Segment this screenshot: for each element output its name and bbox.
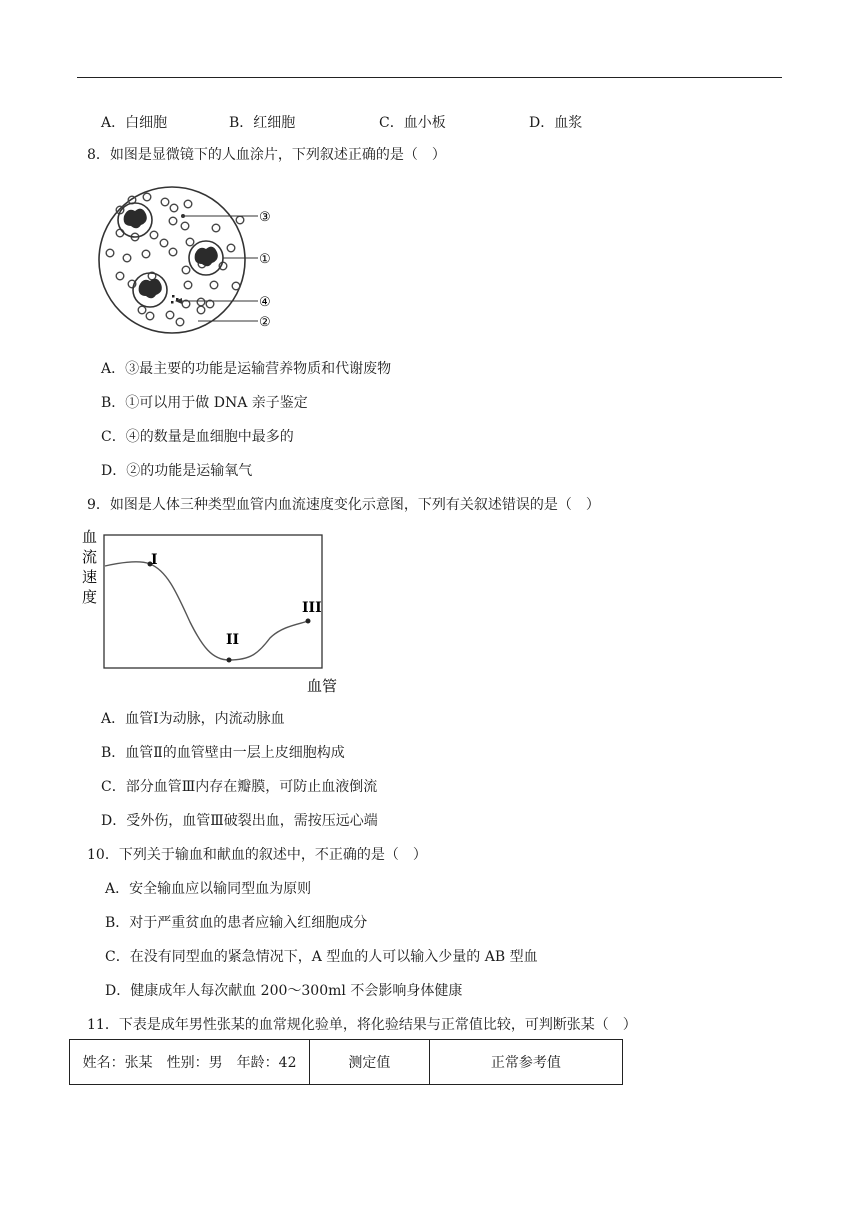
q10-stem: 10．下列关于输血和献血的叙述中，不正确的是（ ） (87, 847, 427, 863)
point-label-III: III (302, 600, 322, 616)
q10-option-b[interactable]: B．对于严重贫血的患者应输入红细胞成分 (105, 915, 368, 931)
ylabel-char-4: 度 (82, 588, 98, 606)
smear-label-1: ① (259, 252, 271, 267)
point-label-II: II (226, 632, 240, 648)
ylabel-char-2: 流 (82, 548, 98, 566)
q9-option-a[interactable]: A．血管Ⅰ为动脉，内流动脉血 (101, 711, 285, 727)
xlabel: 血管 (307, 677, 338, 695)
table-header-measured: 测定值 (310, 1040, 430, 1085)
smear-label-4: ④ (259, 295, 271, 310)
table-row (70, 1040, 623, 1085)
q9-stem: 9．如图是人体三种类型血管内血流速度变化示意图，下列有关叙述错误的是（ ） (87, 497, 600, 513)
q9-option-c[interactable]: C．部分血管Ⅲ内存在瓣膜，可防止血液倒流 (101, 779, 378, 795)
q8-option-b[interactable]: B．①可以用于做 DNA 亲子鉴定 (101, 395, 308, 411)
blood-flow-velocity-figure (78, 526, 358, 698)
table-header-patient: 姓名：张某 性别：男 年龄：42 (70, 1040, 310, 1085)
smear-label-3: ③ (259, 210, 271, 225)
q7-option-b[interactable]: B．红细胞 (229, 115, 296, 131)
blood-test-table (69, 1039, 623, 1085)
point-label-I: I (151, 552, 158, 568)
q10-option-a[interactable]: A．安全输血应以输同型血为原则 (105, 881, 312, 897)
ylabel-char-3: 速 (82, 568, 98, 586)
q9-option-d[interactable]: D．受外伤，血管Ⅲ破裂出血，需按压远心端 (101, 813, 378, 829)
q11-stem: 11．下表是成年男性张某的血常规化验单，将化验结果与正常值比较，可判断张某（ ） (87, 1017, 637, 1033)
ylabel-char-1: 血 (82, 528, 98, 546)
q10-option-c[interactable]: C．在没有同型血的紧急情况下，A 型血的人可以输入少量的 AB 型血 (105, 949, 538, 965)
q7-option-a[interactable]: A．白细胞 (101, 115, 168, 131)
q7-option-d[interactable]: D．血浆 (529, 115, 583, 131)
q9-option-b[interactable]: B．血管Ⅱ的血管壁由一层上皮细胞构成 (101, 745, 345, 761)
q8-stem: 8．如图是显微镜下的人血涂片，下列叙述正确的是（ ） (87, 147, 446, 163)
q8-option-a[interactable]: A．③最主要的功能是运输营养物质和代谢废物 (101, 361, 392, 377)
q7-option-c[interactable]: C．血小板 (379, 115, 446, 131)
table-header-reference: 正常参考值 (429, 1040, 622, 1085)
q8-option-d[interactable]: D．②的功能是运输氧气 (101, 463, 253, 479)
header-rule (77, 77, 782, 78)
q10-option-d[interactable]: D．健康成年人每次献血 200～300ml 不会影响身体健康 (105, 983, 463, 999)
blood-smear-figure (90, 180, 290, 340)
q8-option-c[interactable]: C．④的数量是血细胞中最多的 (101, 429, 294, 445)
smear-label-2: ② (259, 315, 271, 330)
